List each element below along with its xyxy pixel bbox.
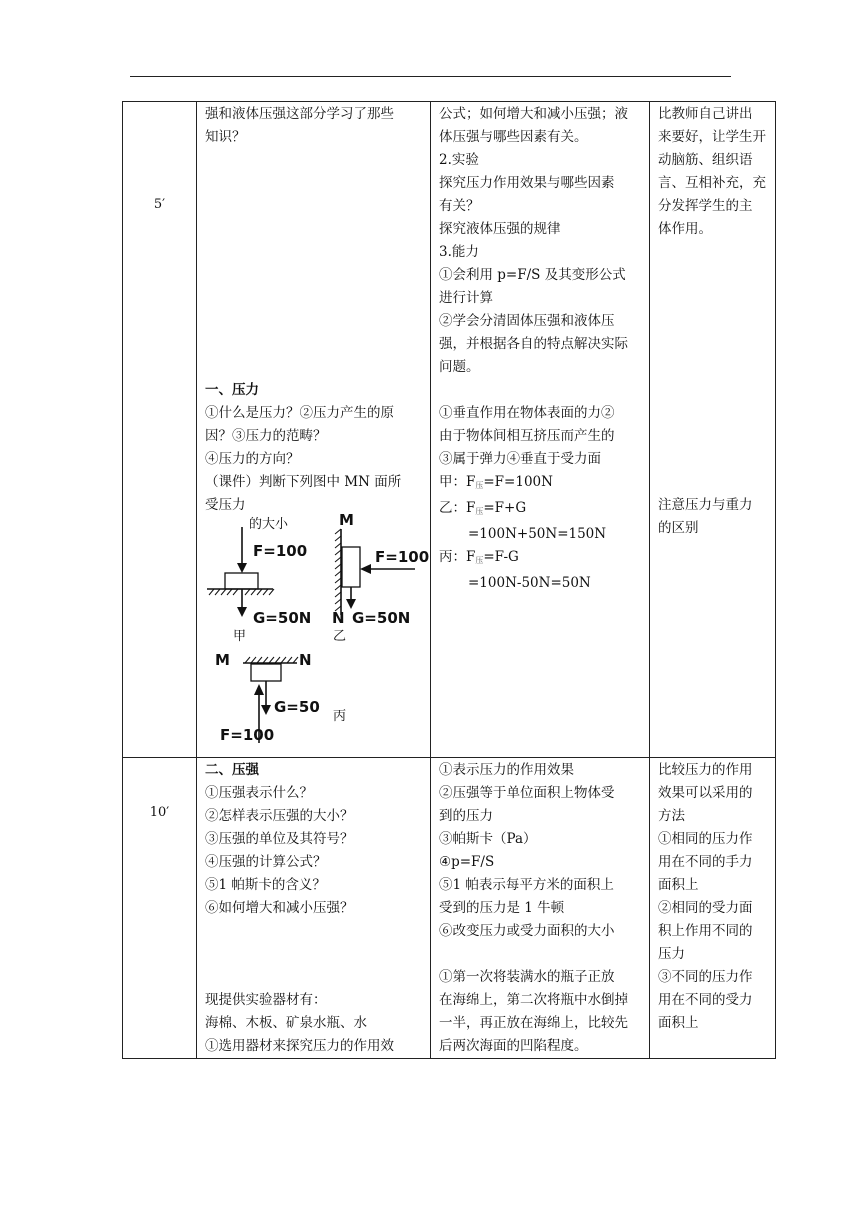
yi-m-label: M [339, 511, 354, 529]
intent-line: 用在不同的手力 [658, 854, 753, 870]
jia-force-label: F=100 [253, 542, 308, 560]
answer-line: 由于物体间相互挤压而产生的 [439, 428, 615, 444]
yi-gravity-label: G=50N [352, 609, 411, 627]
bing-gravity-label: G=50 [274, 698, 320, 716]
diagram-jia [207, 527, 274, 617]
intent-line: 言、互相补充，充 [658, 175, 766, 191]
activity-line: 强和液体压强这部分学习了那些 [205, 106, 394, 122]
calc-text: =F=100N [483, 474, 553, 490]
question-line: 因？③压力的范畴？ [205, 428, 327, 444]
calc-bing-result: =100N-50N=50N [468, 575, 591, 591]
bing-n-label: N [299, 651, 312, 669]
content-line: 3.能力 [439, 244, 479, 260]
diagram-yi [335, 529, 415, 615]
content-line: 探究压力作用效果与哪些因素 [439, 175, 615, 191]
content-line: ④p=F/S [439, 854, 495, 870]
content-line: ⑤1 帕表示每平方米的面积上 [439, 877, 614, 893]
activity-line: ⑥如何增大和减小压强？ [205, 900, 354, 916]
intent-line: 比教师自己讲出 [658, 106, 753, 122]
question-line: ④压力的方向？ [205, 451, 300, 467]
lesson-table [122, 101, 776, 1059]
intent-line: 方法 [658, 808, 685, 824]
content-line: ②学会分清固体压强和液体压 [439, 313, 615, 329]
content-cell [431, 758, 650, 1059]
time-cell [123, 758, 197, 1059]
content-line: 后两次海面的凹陷程度。 [439, 1038, 588, 1054]
content-line: ①表示压力的作用效果 [439, 762, 574, 778]
intent-line: ②相同的受力面 [658, 900, 753, 916]
intent-line: 体作用。 [658, 221, 712, 237]
yi-n-label: N [332, 609, 345, 627]
yi-caption: 乙 [333, 629, 347, 644]
calc-yi [439, 497, 649, 523]
content-line: 公式；如何增大和减小压强；液 [439, 106, 628, 122]
content-line: 一半，再正放在海绵上，比较先 [439, 1015, 628, 1031]
calc-text: 乙：F [439, 500, 476, 516]
section-title: 一、压力 [205, 382, 259, 398]
content-line: 进行计算 [439, 290, 493, 306]
question-line: ①什么是压力？②压力产生的原 [205, 405, 394, 421]
content-line: ②压强等于单位面积上物体受 [439, 785, 615, 801]
table-row [123, 102, 776, 758]
answer-line: ③属于弹力④垂直于受力面 [439, 451, 601, 467]
jia-gravity-label: G=50N [253, 609, 312, 627]
question-line: 受压力 [205, 497, 246, 513]
answer-line: ①垂直作用在物体表面的力② [439, 405, 615, 421]
calc-yi-result: =100N+50N=150N [468, 526, 607, 542]
bing-caption: 丙 [333, 709, 347, 724]
content-line: 强，并根据各自的特点解决实际 [439, 336, 628, 352]
note-line: 注意压力与重力 [658, 497, 753, 513]
content-cell [431, 102, 650, 758]
content-line: 探究液体压强的规律 [439, 221, 561, 237]
intent-line: 面积上 [658, 1015, 699, 1031]
intent-cell [650, 102, 776, 758]
activity-line: 知识？ [205, 129, 246, 145]
activity-line: 现提供实验器材有： [205, 992, 327, 1008]
intent-line: 动脑筋、组织语 [658, 152, 753, 168]
intent-line: 效果可以采用的 [658, 785, 753, 801]
content-line: ①第一次将装满水的瓶子正放 [439, 969, 615, 985]
time-label: 5′ [153, 197, 166, 212]
content-line: 2.实验 [439, 152, 479, 168]
content-line: 问题。 [439, 359, 480, 375]
activity-line: ④压强的计算公式？ [205, 854, 327, 870]
bing-force-label: F=100 [220, 726, 275, 744]
header-rule [130, 76, 731, 77]
intent-line: 面积上 [658, 877, 699, 893]
activity-line: ⑤1 帕斯卡的含义？ [205, 877, 326, 893]
calc-text: 甲：F [439, 474, 476, 490]
activity-line: 海棉、木板、矿泉水瓶、水 [205, 1015, 367, 1031]
calc-text: =F-G [483, 549, 519, 565]
calc-jia [439, 471, 649, 497]
content-line: 在海绵上，第二次将瓶中水倒掉 [439, 992, 628, 1008]
bing-m-label: M [215, 651, 230, 669]
activity-line: ①压强表示什么？ [205, 785, 313, 801]
subscript: 压 [475, 507, 484, 516]
content-line: 到的压力 [439, 808, 493, 824]
calc-bing [439, 546, 649, 572]
intent-line: 来要好，让学生开 [658, 129, 766, 145]
activity-line: ②怎样表示压强的大小？ [205, 808, 354, 824]
jia-caption: 甲 [233, 629, 247, 644]
time-cell [123, 102, 197, 758]
content-line: ⑥改变压力或受力面积的大小 [439, 923, 615, 939]
subscript: 压 [475, 556, 484, 565]
content-line: 体压强与哪些因素有关。 [439, 129, 588, 145]
calc-text: 丙：F [439, 549, 476, 565]
intent-line: ③不同的压力作 [658, 969, 753, 985]
intent-cell [650, 758, 776, 1059]
calc-text: =F+G [483, 500, 527, 516]
content-line: 受到的压力是 1 牛顿 [439, 900, 565, 916]
intent-line: 积上作用不同的 [658, 923, 753, 939]
section-title: 二、压强 [205, 762, 259, 778]
intent-line: 压力 [658, 946, 685, 962]
figure-size-label: 的大小 [249, 517, 289, 532]
time-label: 10′ [149, 805, 170, 820]
table-row [123, 758, 776, 1059]
content-line: 有关？ [439, 198, 480, 214]
force-diagrams [205, 511, 430, 757]
yi-force-label: F=100 [375, 548, 430, 566]
activity-line: ①选用器材来探究压力的作用效 [205, 1038, 394, 1054]
note-line: 的区别 [658, 520, 699, 536]
intent-line: 分发挥学生的主 [658, 198, 753, 214]
intent-line: 比较压力的作用 [658, 762, 753, 778]
content-line: ①会利用 p=F/S 及其变形公式 [439, 267, 626, 283]
intent-line: ①相同的压力作 [658, 831, 753, 847]
content-line: ③帕斯卡（Pa） [439, 831, 537, 847]
activity-cell [197, 758, 431, 1059]
activity-line: ③压强的单位及其符号？ [205, 831, 354, 847]
question-line: （课件）判断下列图中 MN 面所 [205, 474, 402, 490]
subscript: 压 [475, 481, 484, 490]
activity-cell [197, 102, 431, 758]
intent-line: 用在不同的受力 [658, 992, 753, 1008]
